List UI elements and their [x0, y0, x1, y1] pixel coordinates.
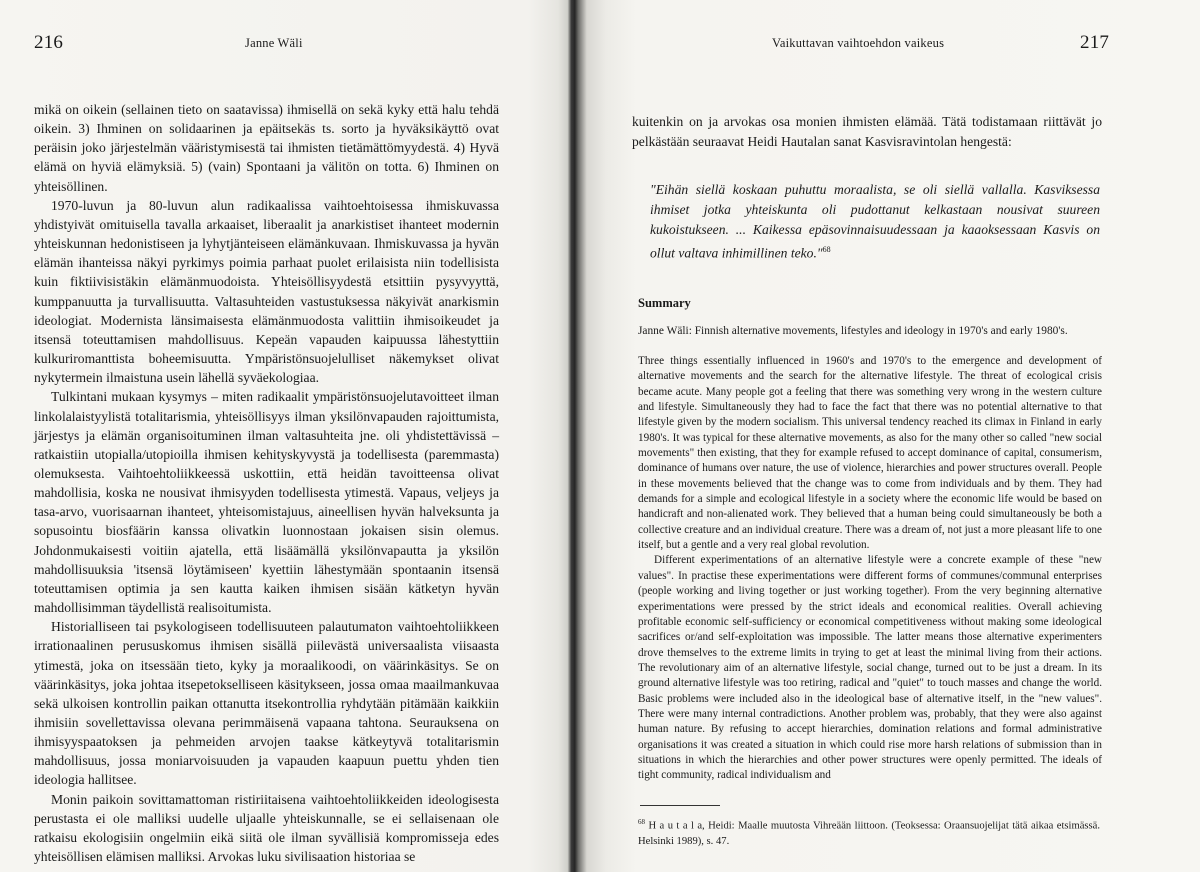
paragraph: Tulkintani mukaan kysymys – miten radikaalit ympäristönsuojelutavoitteet ilman linkolalaistyylistä totalitarismia, yhteisöllisyys ilman yksilönvapauden rajoittumista, järjestys ja elämän organisoituminen ilman valtasuhteita jne. oli yhdistettävissä – ratkaistiin utopialla/utopioilla ihmisen kehityskyvystä ja todellisesta (paremmasta) olemuksesta. Vaihtoehtoliikkeessä uskottiin, että heidän tavoitteensa olivat mahdollisia, koska ne nousivat ihmisyyden todellisesta ytimestä. Vapaus, veljeys ja tasa-arvo, vuorisaarnan ihanteet, yhteisomistajuus, aineellisen hyvän halveksunta ja sopusointu biosfäärin kanssa olivatkin luonnostaan jokaisen sisin olemus. Johdonmukaisesti voitiin ajatella, että lisäämällä yksilönvapautta ja yksilön mahdollisuuksia 'itsensä löytämiseen' kyettiin lähestymään spontaanin itsensä toteuttamisen optimia ja sen kautta kaiken ihmisen sisään kätketyn hyvän mahdollisimman täydellistä realisoitumista. — [34, 389, 499, 616]
footnote — [638, 815, 1100, 849]
footnote-ref: 68 — [822, 245, 831, 254]
running-head-right: Vaikuttavan vaihtoehdon vaikeus — [772, 36, 945, 50]
paragraph: Historialliseen tai psykologiseen todellisuuteen palautumaton vaihtoehtoliikkeen irrationaalinen perususkomus ihmisen sisällä piilevästä universaalista viisaasta ytimestä, joka on itsessään tieto, kyky ja moraalikoodi, on väärinkäsitys. Se on väärinkäsitys, joka johtaa itsepetokselliseen käsitykseen, jossa omaa maailmankuvaa sekä ulkoisen kontrollin paikan ottanutta itsekontrollia ryhdytään pitämään kaikkiin ihmisiin sovellettavissa olevana perimmäisenä vapaana tahtona. Seurauksena on ihmisyyspaatoksen ja pehmeiden arvojen taakse kätkeytyvä totalitarismin mahdollisuus, jossa moniarvoisuuden ja vapauden kaapuun puettu yhden tien ideologia hallitsee. — [34, 619, 499, 788]
footnote-text: H a u t a l a, Heidi: Maalle muutosta Vihreään liittoon. (Teoksessa: Oraansuojelijat tätä aikaa etsimässä. Helsinki 1989), s. 47. — [638, 820, 1100, 847]
right-intro-text — [632, 112, 1102, 151]
page-number-left: 216 — [34, 32, 64, 53]
summary-byline: Janne Wäli: Finnish alternative movements, lifestyles and ideology in 1970's and early 1980's. — [638, 325, 1068, 337]
paragraph: 1970-luvun ja 80-luvun alun radikaalissa vaihtoehtoisessa ihmiskuvassa yhdistyivät omituisella tavalla arkaaiset, liberaalit ja anarkistiset ihanteet modernin yhteiskunnan hedonistiseen ja lyhytjänteiseen elämänkuvaan. Ihmiskuvassa ja hyvän elämän ihanteissa näkyi pyrkimys poimia parhaat puolet erilaisista niin todellisista kuin fiktiivisistäkin elämänmuodoista. Yhteisöllisyydestä etsittiin pysyvyyttä, kumppanuutta ja turvallisuutta. Valtasuhteiden vastustuksessa näkyivät anarkismin ideologiat. Modernista länsimaisesta elämänmuodosta valittiin ihmisoikeudet ja itsensä toteuttamisen mahdollisuus. Kepeän vapauden kaipuussa lähestyttiin kulkuriromanttista boheemisuutta. Ympäristönsuojelulliset näkemykset olivat nykytermein ilmaistuna usein lähellä syväekologiaa. — [34, 197, 499, 386]
paragraph: mikä on oikein (sellainen tieto on saatavissa) ihmisellä on sekä kyky että halu tehdä oikein. 3) Ihminen on solidaarinen ja epäitsekäs ts. sorto ja hyväksikäyttö ovat peräisin joko järjestelmän vääristymisestä tai ihmisten tietämättömyydestä. 4) Hyvä elämä on hyviä elämyksiä. 5) (vain) Spontaani ja välitön on totta. 6) Ihminen on yhteisöllinen. — [34, 102, 499, 194]
paragraph: Three things essentially influenced in 1960's and 1970's to the emergence and development of alternative movements and the search for the alternative lifestyle. The threat of ecological crisis became acute. Many people got a feeling that there was something very wrong in the western culture and lifestyle. Simultaneously they had to face the fact that there was no potential alternative to that lifestyle given by the modern socialism. This universal tendency reached its climax in Finland in early 1980's. It was typical for these alternative movements, as also for the many other so called "new social movements" then existing, that they for example refused to accept dominance of capital, consumerism, dominance of humans over nature, the use of violence, hierarchies and power structures overall. People in these movements believed that the change was to come from individuals and by them. They had demands for a simple and ecological lifestyle in a society where the economic life would be based on handicraft and non-alienated work. They believed that a human being could simultaneously be both a collective creature and an individual creature. There was a dream of, not just a more pleasant life to one itself, but a gentle and a very real global revolution. — [638, 355, 1102, 552]
left-body-text — [34, 100, 499, 866]
paragraph: Different experimentations of an alternative lifestyle were a concrete example of these "new values". In practise these experimentations were different forms of communes/communal enterprises (people working and living together or just working together). From the very beginning alternative experimentations were pressed by the strict ideals and economical realities. Overall achieving profitable economic self-sufficiency or economical competitiveness without making some ideological sacrifices or/and self-exploitation was impossible. The latter means those alternative experimenters drove themselves to the extreme limits in trying to get at least the minimal living from their actions. The revolutionary aim of an alternative lifestyle, social change, turned out to be just a dream. In its ground alternative lifestyle was too retiring, radical and "quiet" to touch masses and change the world. Basic problems were included also in the ideological base of alternative itself, in the "new values". There were many internal contradictions. Another problem was, probably, that they were also against human nature. By refusing to accept hierarchies, domination relations and formal administrative organisations it was created a situation in which could rise more harsh relations of submission than in situations in which the hierarchies and other power structures were openly permitted. The ideals of tight community, radical individualism and — [638, 554, 1102, 782]
left-page — [0, 0, 560, 872]
running-head-left: Janne Wäli — [245, 36, 303, 50]
paragraph: kuitenkin on ja arvokas osa monien ihmisten elämää. Tätä todistamaan riittävät jo pelkästään seuraavat Heidi Hautalan sanat Kasvisravintolan hengestä: — [632, 114, 1102, 149]
summary-heading: Summary — [638, 296, 691, 310]
right-page — [580, 0, 1200, 872]
footnote-rule — [640, 805, 720, 806]
quote-text: "Eihän siellä koskaan puhuttu moraalista, se oli siellä vallalla. Kasviksessa ihmiset jotka yhteiskunta oli pudottanut kelkastaan nousivat suureen kukoistukseen. ... Kaikessa epäsovinnaisuudessaan ja kaaoksessaan Kasvis on ollut valtava inhimillinen teko." — [650, 182, 1100, 261]
block-quote — [650, 180, 1100, 264]
footnote-number: 68 — [638, 818, 645, 826]
paragraph: Monin paikoin sovittamattoman ristiriitaisena vaihtoehtoliikkeiden ideologisesta perustasta ei ole malliksi uudelle uljaalle yhteiskunnalle, se ei sellaisenaan ole ratkaisu ekologisiin ongelmiin eikä siitä ole ilman syvällisiä kompromisseja edes yhteisöllisen elämisen malliksi. Arvokas luku sivilisaation historiaa se — [34, 791, 499, 865]
summary-body — [638, 354, 1102, 784]
page-number-right: 217 — [1080, 32, 1110, 53]
